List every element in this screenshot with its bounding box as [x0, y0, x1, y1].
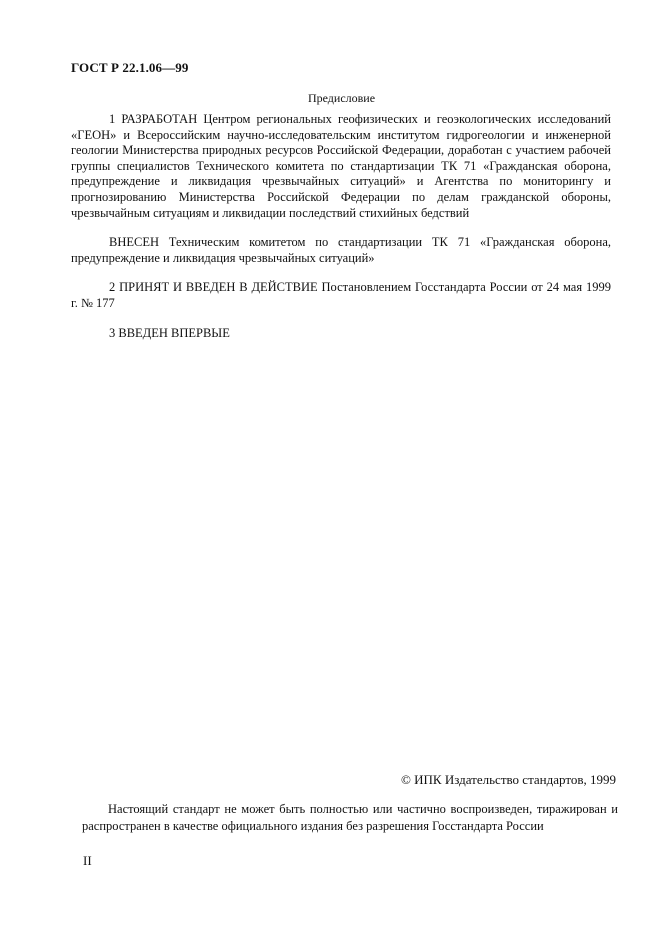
preface-paragraph-submitted	[71, 235, 611, 266]
paragraph-text: Техническим комитетом по стандартизации ТК 71 «Гражданская оборона, предупреждение и ликвидация чрезвычайных ситуаций»	[71, 235, 611, 265]
preface-body	[71, 112, 611, 341]
paragraph-lead: ВНЕСЕН	[109, 235, 159, 250]
paragraph-lead: 3 ВВЕДЕН ВПЕРВЫЕ	[109, 325, 230, 340]
preface-paragraph-developed	[71, 112, 611, 221]
preface-paragraph-adopted	[71, 280, 611, 311]
paragraph-lead: 1 РАЗРАБОТАН	[109, 112, 198, 126]
copyright-line: © ИПК Издательство стандартов, 1999	[401, 772, 616, 787]
preface-title: Предисловие	[307, 91, 376, 105]
preface-paragraph-first-introduced	[71, 326, 611, 342]
paragraph-text: Центром региональных геофизических и геоэкологических исследований «ГЕОН» и Всероссийским научно-исследовательским институтом гидрогеологии и инженерной геологии Министерства природных ресурсов Российской Федерации, доработан с участием рабочей группы специалистов Технического комитета по стандартизации ТК 71 «Гражданская оборона, предупреждение и ликвидация чрезвычайных ситуаций» и Агентства по мониторингу и прогнозированию Министерства Российской Федерации по делам гражданской обороны, чрезвычайным ситуациям и ликвидации последствий стихийных бедствий	[71, 112, 611, 220]
reproduction-notice: Настоящий стандарт не может быть полностью или частично воспроизведен, тиражирован и распространен в качестве официального издания без разрешения Госстандарта России	[82, 802, 618, 833]
page-number: II	[83, 853, 92, 868]
document-code-header: ГОСТ Р 22.1.06—99	[71, 60, 189, 75]
paragraph-lead: 2 ПРИНЯТ И ВВЕДЕН В ДЕЙСТВИЕ	[109, 280, 318, 295]
paragraph-text: Постановлением Госстандарта России от 24 мая 1999 г. № 177	[71, 280, 611, 310]
